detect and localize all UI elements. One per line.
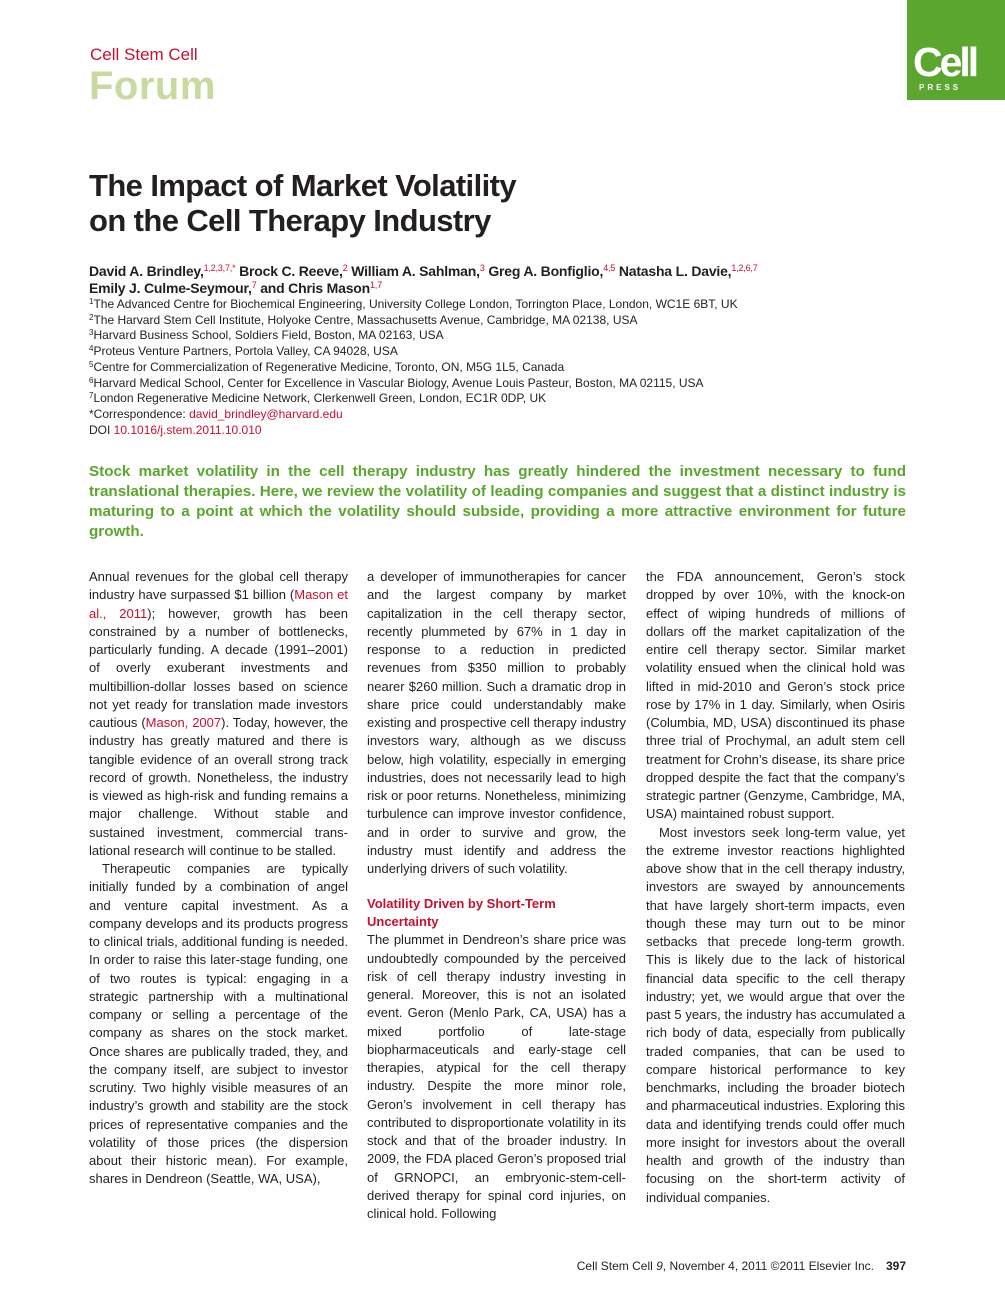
correspondence-label: *Correspondence:: [89, 406, 190, 421]
page-footer: [577, 1259, 906, 1273]
body-column-1: [89, 568, 348, 1189]
author-affiliation-sup[interactable]: 7: [251, 280, 257, 290]
affiliation-item: [89, 297, 909, 313]
affiliation-text: Harvard Medical School, Center for Excellence in Vascular Biology, Avenue Louis Pasteur, Boston, MA 02115, USA: [93, 375, 704, 390]
affiliation-text: Centre for Commercialization of Regenerative Medicine, Toronto, ON, M5G 1L5, Canada: [93, 359, 565, 374]
author-name: Brock C. Reeve,: [239, 263, 343, 279]
affiliation-item: [89, 313, 909, 329]
author-name: and Chris Mason: [260, 280, 370, 296]
title-line-1: The Impact of Market Volatility: [89, 168, 516, 203]
footer-journal: Cell Stem Cell: [576, 1259, 657, 1273]
author-affiliation-sup[interactable]: 4,5: [603, 263, 616, 273]
author-affiliation-sup[interactable]: 3: [479, 263, 485, 273]
author-affiliation-sup[interactable]: 1,2,6,7: [731, 263, 758, 273]
affiliation-number: 4: [89, 344, 94, 354]
affiliation-number: 1: [89, 297, 94, 306]
footer-volume: 9: [656, 1259, 663, 1273]
affiliation-number: 6: [89, 375, 94, 385]
author-affiliation-sup[interactable]: 1,2,3,7,*: [203, 263, 236, 273]
doi-link[interactable]: 10.1016/j.stem.2011.10.010: [113, 422, 262, 437]
author-name: Emily J. Culme-Seymour,: [89, 280, 252, 296]
affiliation-text: The Harvard Stem Cell Institute, Holyoke Centre, Massachusetts Avenue, Cambridge, MA 02138, USA: [93, 312, 638, 327]
affiliation-number: 5: [89, 359, 94, 369]
author-name: William A. Sahlman,: [351, 263, 480, 279]
affiliation-item: [89, 328, 909, 344]
author-list: [89, 263, 909, 297]
affiliation-number: 2: [89, 312, 94, 322]
cell-press-logo: [907, 0, 1005, 100]
affiliation-item: [89, 391, 909, 407]
body-paragraph: a developer of immunotherapies for cancer and the largest company by market capitalization in the cell therapy sector, recently plummeted by 67% in 1 day in response to a reduction in predicted revenues from $350 million to probably nearer $260 million. Such a dramatic drop in share price could understandably make existing and prospective cell therapy industry investors wary, although as we discuss below, high volatility, especially in emerging industries, does not necessarily lead to high risk or poor returns. Nonetheless, minimizing turbulence can improve investor confidence, and in order to survive and grow, the industry must identify and address the underlying drivers of such volatility.: [367, 569, 626, 876]
logo-subtext: PRESS: [919, 83, 962, 92]
correspondence-email-link[interactable]: david_brindley@harvard.edu: [189, 406, 343, 421]
author-affiliation-sup[interactable]: 2: [342, 263, 348, 273]
body-column-3: [646, 568, 905, 1207]
author-affiliation-sup[interactable]: 1,7: [370, 280, 382, 290]
affiliation-number: 3: [89, 328, 94, 338]
correspondence: [89, 407, 909, 423]
body-paragraph: Therapeutic companies are typically initially funded by a combination of angel and venture capital investment. As a company develops and its products progress to clinical trials, additional funding is needed. In order to raise this later-stage funding, one of two routes is typical: engaging in a strategic partnership with a multinational company or selling a percentage of the company as shares on the stock market. Once shares are publically traded, they, and the company itself, are subject to investor scrutiny. Two highly visible measures of an industry’s growth and stability are the stock prices of representative companies and the volatility of those prices (the dispersion about their historic mean). For example, shares in Dendreon (Seattle, WA, USA),: [89, 861, 348, 1187]
body-paragraph: the FDA announcement, Geron’s stock dropped by over 10%, with the knock-on effect of wiping hundreds of millions of dollars off the market capitalization of the entire cell therapy sector. Similar market volatility ensued when the clinical hold was lifted in mid-2010 and Geron’s stock price rose by 17% in 1 day. Similarly, when Osiris (Columbia, MD, USA) discontinued its phase three trial of Prochymal, an adult stem cell treatment for Crohn’s disease, its share price dropped despite the fact that the company’s strategic partner (Genzyme, Cambridge, MA, USA) maintained robust support.: [646, 569, 905, 822]
body-paragraph: The plummet in Dendreon’s share price was undoubtedly compounded by the perceived risk of cell therapy industry investing in general. Moreover, this is not an isolated event. Geron (Menlo Park, CA, USA) has a mixed portfolio of late-stage biopharmaceuticals and early-stage cell therapies, atypical for the cell therapy industry. Despite the more minor role, Geron’s involvement in cell therapy has contributed to disproportionate volatility in its stock and that of the broader industry. In 2009, the FDA placed Geron’s proposed trial of GRNOPCI, an embryonic-stem-cell-derived therapy for spinal cord injuries, on clinical hold. Following: [367, 932, 626, 1221]
body-text: ). Today, however, the industry has greatly matured and there is tangible evidence of an overall strong track record of growth. Nonetheless, the industry is viewed as high-risk and funding remains a major challenge. Without stable and sustained investment, commercial translational research will continue to be stalled.: [89, 715, 348, 858]
journal-name: Cell Stem Cell: [90, 45, 198, 64]
logo-text: Cell: [913, 39, 977, 85]
affiliation-text: Harvard Business School, Soldiers Field, Boston, MA 02163, USA: [93, 328, 444, 343]
author-name: David A. Brindley,: [89, 263, 204, 279]
affiliation-item: [89, 344, 909, 360]
affiliation-list: [89, 297, 909, 438]
author-name: Natasha L. Davie,: [618, 263, 732, 279]
author-name: Greg A. Bonfiglio,: [488, 263, 604, 279]
abstract: Stock market volatility in the cell therapy industry has greatly hindered the investment necessary to fund translational therapies. Here, we review the volatility of leading companies and suggest that a distinct industry is maturing to a point at which the volatility should subside, providing a more attractive environment for future growth.: [89, 463, 906, 540]
body-paragraph: [89, 568, 348, 860]
affiliation-item: [89, 360, 909, 376]
affiliation-text: London Regenerative Medicine Network, Clerkenwell Green, London, EC1R 0DP, UK: [93, 391, 547, 406]
section-heading: Volatility Driven by Short-Term Uncertainty: [367, 896, 556, 930]
doi: [89, 423, 909, 439]
footer-date-copyright: , November 4, 2011 ©2011 Elsevier Inc.: [662, 1259, 874, 1273]
body-text: ); however, growth has been constrained by a number of bottlenecks, particularly funding. A decade (1991–2001) of overly exuberant investments and multibillion-dollar losses based on science not yet ready for translation made investors cautious (: [89, 605, 348, 730]
affiliation-item: [89, 376, 909, 392]
page-number: 397: [885, 1259, 906, 1273]
body-text: Annual revenues for the global cell therapy industry have surpassed $1 billion (: [89, 569, 348, 603]
affiliation-text: Proteus Venture Partners, Portola Valley, CA 94028, USA: [93, 344, 398, 359]
affiliation-text: The Advanced Centre for Biochemical Engineering, University College London, Torrington Place, London, WC1E 6BT, UK: [93, 297, 738, 311]
doi-label: DOI: [89, 422, 114, 437]
body-paragraph: Most investors seek long-term value, yet the extreme investor reactions highlighted above show that in the cell therapy industry, investors are swayed by announcements that have largely short-term impacts, even though these may turn out to be minor setbacks that precede long-term growth. This is likely due to the lack of historical financial data specific to the cell therapy industry; yet, we would argue that over the past 5 years, the industry has accumulated a rich body of data, especially from publically traded companies, that can be used to compare historical performance to key benchmarks, including the broader biotech and pharmaceutical industries. Exploring this data and identifying trends could offer much more insight for investors about the overall health and growth of the industry than focusing on the short-term activity of individual companies.: [646, 824, 905, 1205]
body-column-2: [367, 568, 626, 1223]
title-line-2: on the Cell Therapy Industry: [89, 203, 491, 238]
article-title: [89, 168, 689, 238]
citation-link[interactable]: Mason et al., 2011: [89, 587, 348, 621]
affiliation-number: 7: [89, 391, 94, 401]
citation-link[interactable]: Mason, 2007: [145, 715, 222, 730]
section-label: Forum: [89, 64, 216, 108]
